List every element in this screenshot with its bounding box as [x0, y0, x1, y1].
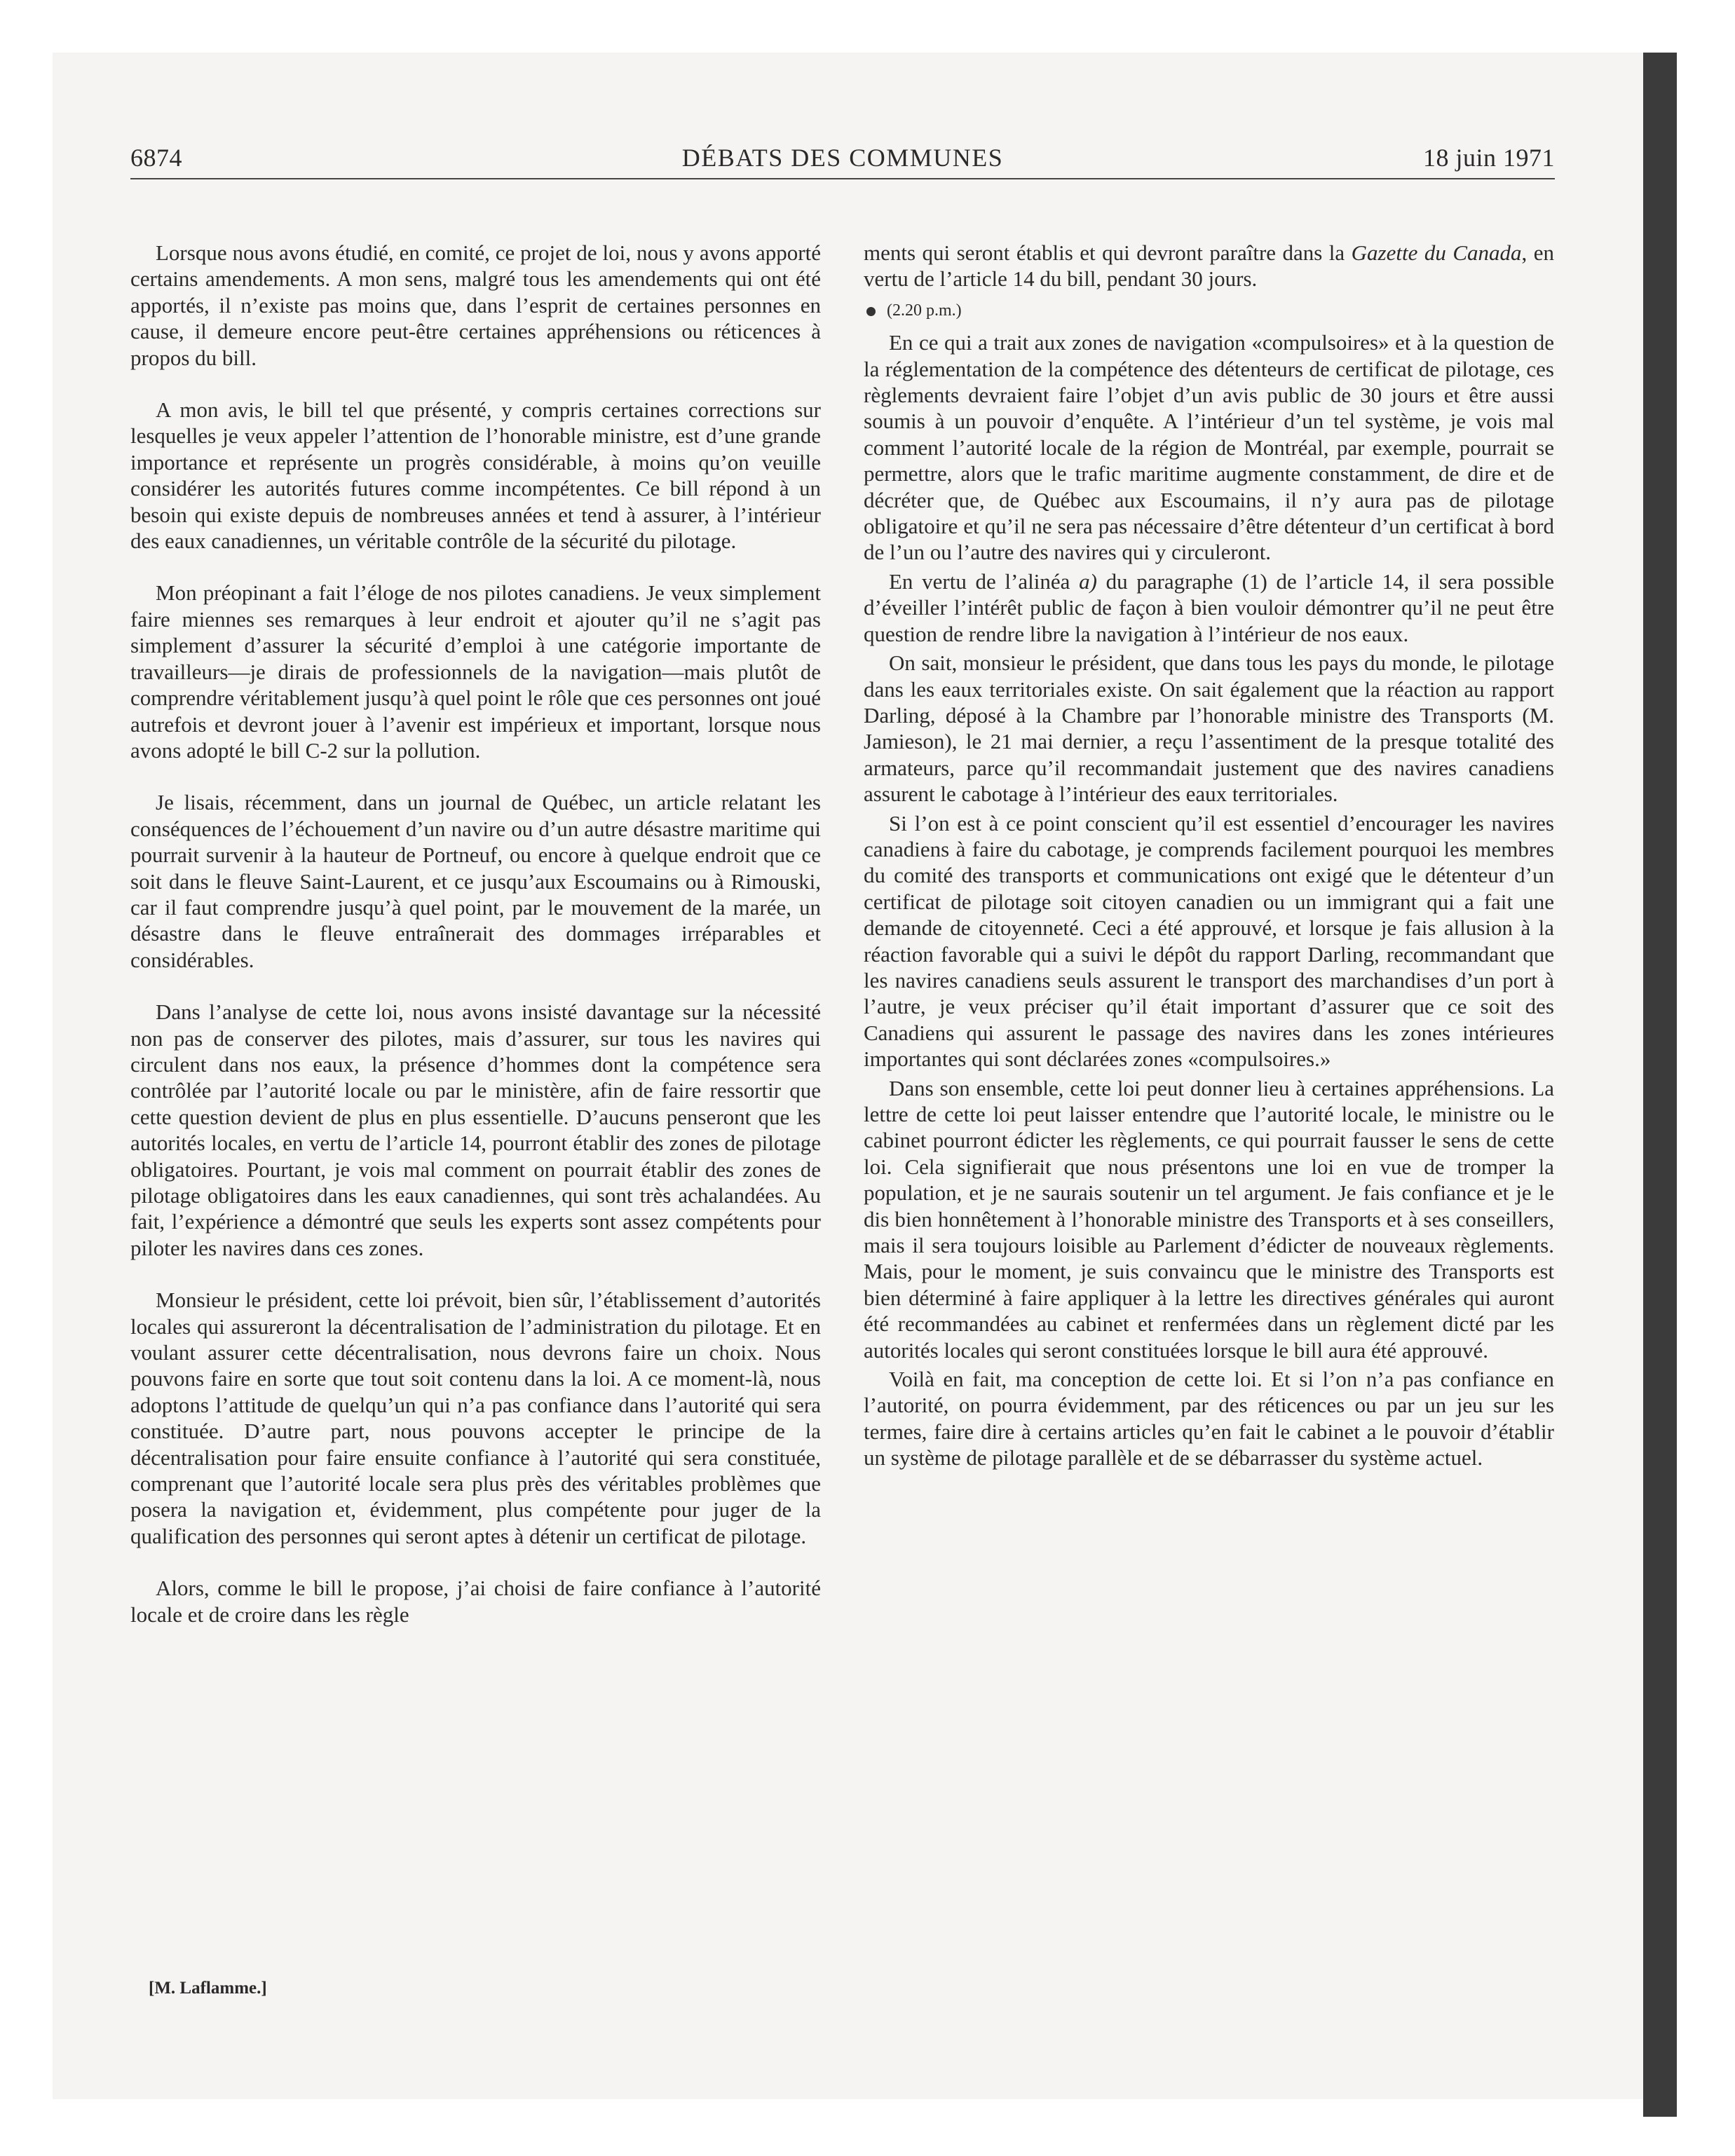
- time-marker-text: (2.20 p.m.): [887, 301, 962, 320]
- paragraph: Dans son ensemble, cette loi peut donner lieu à certaines appréhensions. La lettre de cette loi peut laisser entendre que l’autorité locale, le ministre ou le cabinet pourront édicter les règlements, ce qui pourrait fausser le sens de cette loi. Cela signifierait que nous présentons une loi en vue de tromper la population, et je ne saurais soutenir un tel argument. Je fais confiance et je le dis bien honnêtement à l’honorable ministre des Transports et à ses conseillers, mais il sera toujours loisible au Parlement d’édicter de nouveaux règlements. Mais, pour le moment, je suis convaincu que le ministre des Transports est bien déterminé à faire appliquer à la lettre les directives générales qui auront été recommandées au cabinet et renfermées dans un règlement dicté par les autorités locales qui seront constituées lorsque le bill aura été approuvé.: [864, 1075, 1554, 1363]
- paragraph: Je lisais, récemment, dans un journal de Québec, un article relatant les conséquences de l’échouement d’un navire ou d’un autre désastre maritime qui pourrait survenir à la hauteur de Portneuf, ou encore à quelque endroit que ce soit dans le fleuve Saint-Laurent, et ce jusqu’aux Escoumains ou à Rimouski, car il faut comprendre jusqu’à quel point, par le mouvement de la marée, un désastre dans le fleuve entraînerait des dommages irréparables et considérables.: [130, 790, 821, 972]
- page-date: 18 juin 1971: [1422, 144, 1555, 172]
- bullet-dot-icon: [866, 307, 876, 316]
- paragraph: En vertu de l’alinéa a) du paragraphe (1) de l’article 14, il sera possible d’éveiller l’intérêt public de façon à bien vouloir démontrer qu’il ne peut être question de rendre libre la navigation à l’intérieur de nos eaux.: [864, 568, 1554, 646]
- paragraph: Monsieur le président, cette loi prévoit, bien sûr, l’établissement d’autorités locales qui assureront la décentralisation de l’administration du pilotage. Et en voulant assurer cette décentralisation, nous devrons faire un choix. Nous pouvons faire en sorte que tout soit contenu dans la loi. A ce moment-là, nous adoptons l’attitude de quelqu’un qui n’a pas confiance dans l’autorité qui sera constituée. D’autre part, nous pouvons accepter le principe de la décentralisation pour faire ensuite confiance à l’autorité qui sera constituée, comprenant que l’autorité locale sera plus près des véritables problèmes que posera la navigation et, évidemment, plus compétente pour juger de la qualification des personnes qui seront aptes à détenir un certificat de pilotage.: [130, 1288, 821, 1548]
- page-header: [130, 142, 1555, 179]
- paragraph: Voilà en fait, ma conception de cette loi. Et si l’on n’a pas confiance en l’autorité, on pourra évidemment, par des réticences ou par un jeu sur les termes, faire dire à certains articles qu’en fait le cabinet a le pouvoir d’établir un système de pilotage parallèle et de se débarrasser du système actuel.: [864, 1367, 1554, 1471]
- page-number: 6874: [130, 144, 182, 172]
- right-column: [864, 240, 1554, 1474]
- paragraph: Si l’on est à ce point conscient qu’il est essentiel d’encourager les navires canadiens à faire du cabotage, je comprends facilement pourquoi les membres du comité des transports et communications ont exigé que le détenteur d’un certificat de pilotage soit citoyen canadien ou un immigrant qui a fait une demande de citoyenneté. Ceci a été approuvé, et lorsque je fais allusion à la réaction favorable qui a suivi le dépôt du rapport Darling, recommandant que les navires canadiens seuls assurent le transport des marchandises d’un port à l’autre, je veux préciser qu’il était important d’assurer que ce soit des Canadiens qui assurent le passage des navires dans les zones intérieures importantes qui sont déclarées zones «compulsoires.»: [864, 810, 1554, 1072]
- page-title: DÉBATS DES COMMUNES: [681, 144, 1004, 172]
- paragraph: On sait, monsieur le président, que dans tous les pays du monde, le pilotage dans les eaux territoriales existe. On sait également que la réaction au rapport Darling, déposé à la Chambre par l’honorable ministre des Transports (M. Jamieson), le 21 mai dernier, a reçu l’assentiment de la presque totalité des armateurs, parce qu’il recommandait justement que des navires canadiens assurent le cabotage à l’intérieur des eaux territoriales.: [864, 650, 1554, 807]
- publication-name: Gazette du Canada: [1351, 240, 1522, 265]
- paragraph: Alors, comme le bill le propose, j’ai choisi de faire confiance à l’autorité locale et de croire dans les règle: [130, 1576, 821, 1627]
- left-column: [130, 240, 821, 1653]
- paragraph: Lorsque nous avons étudié, en comité, ce projet de loi, nous y avons apporté certains amendements. A mon sens, malgré tous les amendements qui ont été apportés, il n’existe pas moins que, dans l’esprit de certaines personnes en cause, il demeure encore peut-être certaines appréhensions ou réticences à propos du bill.: [130, 240, 821, 370]
- paragraph: Dans l’analyse de cette loi, nous avons insisté davantage sur la nécessité non pas de conserver des pilotes, mais d’assurer, sur tous les navires qui circulent dans nos eaux, la présence d’hommes dont la compétence sera contrôlée par l’autorité locale ou par le ministère, afin de faire ressortir que cette question devient de plus en plus essentielle. D’aucuns penseront que les autorités locales, en vertu de l’article 14, pourront établir des zones de pilotage obligatoires. Pourtant, je vois mal comment on pourrait établir des zones de pilotage obligatoires dans les eaux canadiennes, qui sont très achalandées. Au fait, l’expérience a démontré que seuls les experts sont assez compétents pour piloter les navires dans ces zones.: [130, 999, 821, 1260]
- paragraph: En ce qui a trait aux zones de navigation «compulsoires» et à la question de la réglementation de la compétence des détenteurs de certificat de pilotage, ces règlements devraient faire l’objet d’un avis public de 30 jours et être aussi soumis à un pouvoir d’enquête. A l’intérieur d’un tel système, je vois mal comment l’autorité locale de la région de Montréal, par exemple, pourrait se permettre, alors que le trafic maritime augmente constamment, de dire et de décréter que, de Québec aux Escoumains, il n’y aura pas de pilotage obligatoire et qu’il ne sera pas nécessaire d’être détenteur d’un certificat à bord de l’un ou l’autre des navires qui y circuleront.: [864, 330, 1554, 565]
- scan-edge-shadow: [1643, 53, 1677, 2117]
- paragraph: Mon préopinant a fait l’éloge de nos pilotes canadiens. Je veux simplement faire miennes ses remarques à leur endroit et ajouter qu’il ne s’agit pas simplement d’assurer la sécurité d’emploi à une catégorie importante de travailleurs—je dirais de professionnels de la navigation—mais plutôt de comprendre véritablement jusqu’à quel point le rôle que ces personnes ont joué autrefois et devront jouer à l’avenir est impérieux et important, lorsque nous avons adopté le bill C-2 sur la pollution.: [130, 580, 821, 763]
- speaker-attribution: [M. Laflamme.]: [149, 1979, 267, 1998]
- paragraph-continued: ments qui seront établis et qui devront paraître dans la Gazette du Canada, en vertu de l’article 14 du bill, pendant 30 jours.: [864, 240, 1555, 292]
- time-marker: [864, 298, 1554, 324]
- paragraph: A mon avis, le bill tel que présenté, y compris certaines corrections sur lesquelles je veux appeler l’attention de l’honorable ministre, est d’une grande importance et représente un progrès considérable, à moins qu’on veuille considérer les autorités futures comme incompétentes. Ce bill répond à un besoin qui existe depuis de nombreuses années et tend à assurer, à l’intérieur des eaux canadiennes, un véritable contrôle de la sécurité du pilotage.: [130, 397, 821, 554]
